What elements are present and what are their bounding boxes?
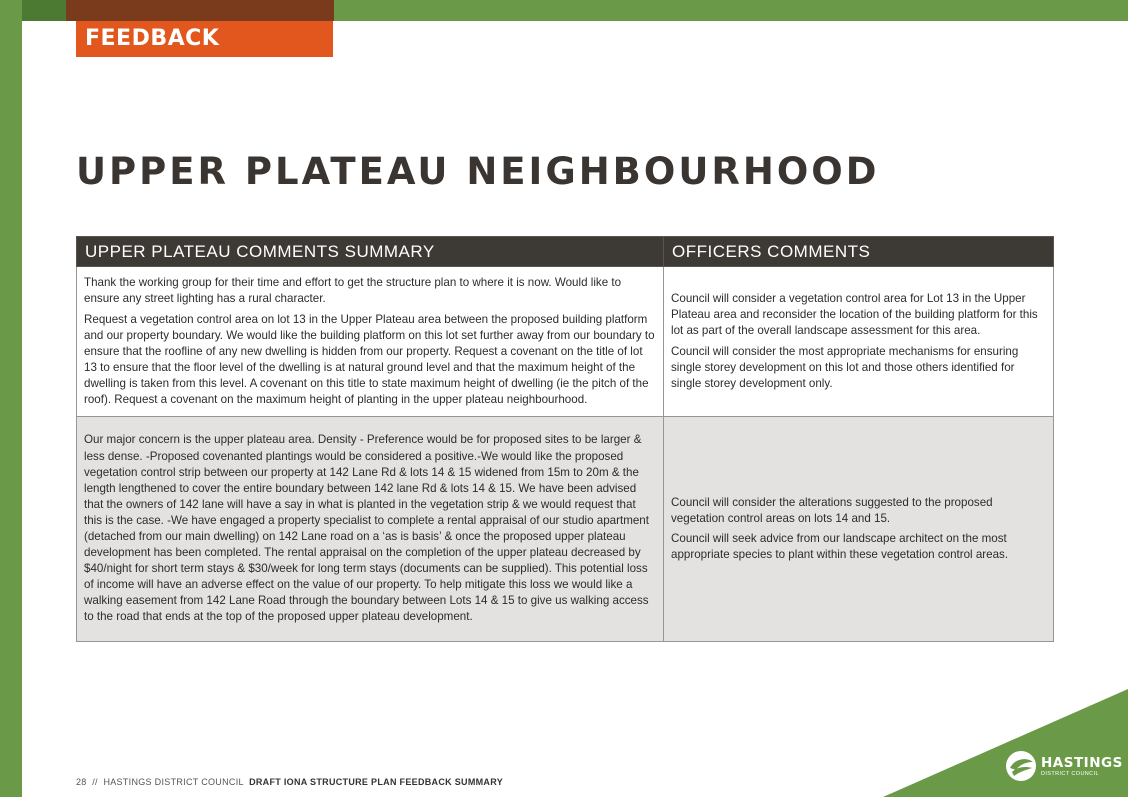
footer-doc-title: DRAFT IONA STRUCTURE PLAN FEEDBACK SUMMARY	[249, 777, 504, 787]
page-footer	[76, 777, 503, 787]
section-tab: FEEDBACK SUMMARY	[76, 21, 333, 57]
left-green-bar	[0, 0, 22, 797]
column-header-comments: UPPER PLATEAU COMMENTS SUMMARY	[77, 237, 664, 267]
comment-paragraph: Thank the working group for their time and effort to get the structure plan to where it is now. Would like to ensure any street lighting has a rural character.	[84, 275, 622, 305]
comment-cell	[77, 417, 664, 642]
comments-table	[76, 236, 1054, 642]
top-green-accent	[22, 0, 66, 21]
table-row	[77, 267, 1054, 417]
officer-paragraph: Council will consider the most appropriate mechanisms for ensuring single storey development on this lot and those others identified for single storey development only.	[671, 344, 1019, 390]
officer-comment-cell	[664, 267, 1054, 417]
logo-name: HASTINGS	[1041, 755, 1123, 771]
officer-paragraph: Council will consider the alterations suggested to the proposed vegetation control areas on lots 14 and 15.	[671, 495, 993, 525]
footer-separator: //	[92, 777, 98, 787]
officer-paragraph: Council will seek advice from our landscape architect on the most appropriate species to plant within these vegetation control areas.	[671, 532, 1009, 562]
logo-text	[1041, 755, 1123, 778]
officer-paragraph: Council will consider a vegetation control area for Lot 13 in the Upper Plateau area and reconsider the location of the building platform for this lot as part of the overall landscape assessment for this area.	[671, 291, 1038, 338]
comment-paragraph: Request a vegetation control area on lot 13 in the Upper Plateau area between the proposed building platform and our property boundary. We would like the building platform on this lot set further away from our boundary to ensure that the roofline of any new dwelling is hidden from our property. Request a covenant on the title of lot 13 to ensure that the floor level of the dwelling is at natural ground level and that the maximum height of the dwelling is taken from this level. A covenant on this title to state maximum height of dwelling (ie the pitch of the roof). Request a covenant on the maximum height of planting in the upper plateau neighbourhood.	[84, 312, 655, 407]
column-header-officers: OFFICERS COMMENTS	[664, 237, 1054, 267]
page-title: UPPER PLATEAU NEIGHBOURHOOD	[76, 150, 880, 193]
top-brown-accent	[66, 0, 334, 21]
table-header-row	[77, 237, 1054, 267]
page-number: 28	[76, 777, 87, 787]
comment-cell	[77, 267, 664, 417]
footer-org: HASTINGS DISTRICT COUNCIL	[103, 777, 244, 787]
comment-paragraph: Our major concern is the upper plateau area. Density - Preference would be for proposed sites to be larger & less dense. -Proposed covenanted plantings would be considered a positive.-We would like the proposed vegetation control strip between our property at 142 Lane Rd & lots 14 & 15 widened from 15m to 20m & the length lengthened to cover the entire boundary between 142 lane Rd & lots 14 & 15. We have been advised that the owners of 142 lane will have a say in what is planted in the vegetation strip & we would request that this is the case. -We have engaged a property specialist to complete a rental appraisal of our studio apartment (detached from our main dwelling) on 142 Lane road on a ‘as is basis’ & once the proposed upper plateau development has been completed. The rental appraisal on the completion of the upper plateau decreased by $40/night for short term stays & $30/week for long term stays (documents can be supplied). This potential loss of income will have an adverse effect on the value of our property. To help mitigate this loss we would like a walking easement from 142 Lane Road through the boundary between Lots 14 & 15 to give us walking access to the road that ends at the top of the proposed upper plateau development.	[84, 433, 649, 624]
table-row	[77, 417, 1054, 642]
officer-comment-cell	[664, 417, 1054, 642]
logo-subtitle: DISTRICT COUNCIL	[1041, 771, 1099, 777]
